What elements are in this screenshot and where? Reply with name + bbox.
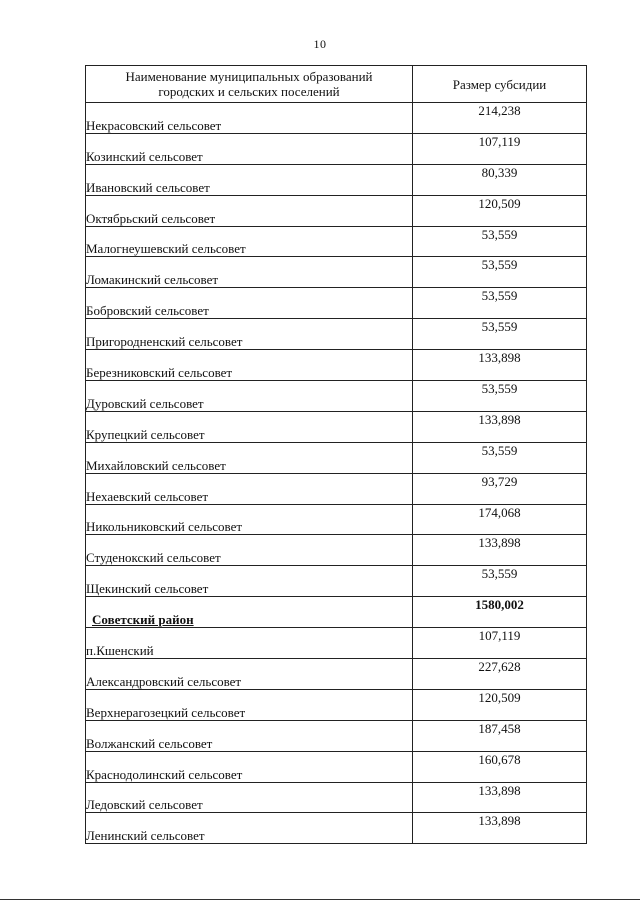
table-row bbox=[86, 226, 587, 257]
row-name: Щекинский сельсовет bbox=[86, 566, 413, 597]
header-name-line2: городских и сельских поселений bbox=[158, 84, 340, 99]
row-name: Пригородненский сельсовет bbox=[86, 319, 413, 350]
row-value: 53,559 bbox=[413, 226, 587, 257]
row-name: Бобровский сельсовет bbox=[86, 288, 413, 319]
table-header bbox=[86, 66, 587, 103]
table-row bbox=[86, 288, 587, 319]
row-name: п.Кшенский bbox=[86, 628, 413, 659]
row-name: Березниковский сельсовет bbox=[86, 350, 413, 381]
row-name: Некрасовский сельсовет bbox=[86, 103, 413, 134]
table-row bbox=[86, 257, 587, 288]
row-name: Октябрьский сельсовет bbox=[86, 195, 413, 226]
row-value: 187,458 bbox=[413, 720, 587, 751]
row-value: 107,119 bbox=[413, 628, 587, 659]
row-name: Никольниковский сельсовет bbox=[86, 504, 413, 535]
row-value: 53,559 bbox=[413, 566, 587, 597]
footer-rule bbox=[0, 899, 640, 900]
table-row bbox=[86, 164, 587, 195]
row-name: Студенокский сельсовет bbox=[86, 535, 413, 566]
row-name: Верхнерагозецкий сельсовет bbox=[86, 689, 413, 720]
row-name: Ледовский сельсовет bbox=[86, 782, 413, 813]
row-value: 214,238 bbox=[413, 103, 587, 134]
table-row bbox=[86, 720, 587, 751]
table-row bbox=[86, 504, 587, 535]
district-total-row bbox=[86, 597, 587, 628]
table-row bbox=[86, 628, 587, 659]
table-row bbox=[86, 535, 587, 566]
header-subsidy-amount: Размер субсидии bbox=[413, 66, 587, 103]
row-value: 80,339 bbox=[413, 164, 587, 195]
row-value: 53,559 bbox=[413, 319, 587, 350]
row-value: 120,509 bbox=[413, 689, 587, 720]
table-row bbox=[86, 319, 587, 350]
header-name-line1: Наименование муниципальных образований bbox=[125, 69, 373, 84]
row-value: 133,898 bbox=[413, 782, 587, 813]
header-row bbox=[86, 66, 587, 103]
row-value: 53,559 bbox=[413, 442, 587, 473]
table-body bbox=[86, 103, 587, 844]
row-name: Крупецкий сельсовет bbox=[86, 411, 413, 442]
row-name: Малогнеушевский сельсовет bbox=[86, 226, 413, 257]
row-value: 133,898 bbox=[413, 535, 587, 566]
subsidy-table bbox=[85, 65, 587, 844]
row-value: 160,678 bbox=[413, 751, 587, 782]
row-name: Козинский сельсовет bbox=[86, 133, 413, 164]
table-row bbox=[86, 103, 587, 134]
row-value: 133,898 bbox=[413, 411, 587, 442]
table-row bbox=[86, 813, 587, 844]
row-name: Волжанский сельсовет bbox=[86, 720, 413, 751]
row-name: Краснодолинский сельсовет bbox=[86, 751, 413, 782]
row-value: 53,559 bbox=[413, 381, 587, 412]
district-name: Советский район bbox=[86, 597, 413, 628]
page-number: 10 bbox=[313, 37, 327, 51]
row-value: 107,119 bbox=[413, 133, 587, 164]
row-value: 53,559 bbox=[413, 288, 587, 319]
table-row bbox=[86, 195, 587, 226]
table-row bbox=[86, 659, 587, 690]
table-row bbox=[86, 133, 587, 164]
row-name: Дуровский сельсовет bbox=[86, 381, 413, 412]
row-value: 133,898 bbox=[413, 350, 587, 381]
row-name: Ивановский сельсовет bbox=[86, 164, 413, 195]
row-value: 120,509 bbox=[413, 195, 587, 226]
table-row bbox=[86, 442, 587, 473]
table-row bbox=[86, 350, 587, 381]
district-total-value: 1580,002 bbox=[413, 597, 587, 628]
row-name: Александровский сельсовет bbox=[86, 659, 413, 690]
table-row bbox=[86, 411, 587, 442]
header-municipality-name bbox=[86, 66, 413, 103]
row-value: 174,068 bbox=[413, 504, 587, 535]
row-name: Ломакинский сельсовет bbox=[86, 257, 413, 288]
row-name: Михайловский сельсовет bbox=[86, 442, 413, 473]
table-row bbox=[86, 473, 587, 504]
table-row bbox=[86, 381, 587, 412]
row-value: 53,559 bbox=[413, 257, 587, 288]
row-value: 133,898 bbox=[413, 813, 587, 844]
table-row bbox=[86, 751, 587, 782]
row-name: Ленинский сельсовет bbox=[86, 813, 413, 844]
row-value: 93,729 bbox=[413, 473, 587, 504]
row-name: Нехаевский сельсовет bbox=[86, 473, 413, 504]
row-value: 227,628 bbox=[413, 659, 587, 690]
table-row bbox=[86, 689, 587, 720]
table-row bbox=[86, 566, 587, 597]
table-row bbox=[86, 782, 587, 813]
